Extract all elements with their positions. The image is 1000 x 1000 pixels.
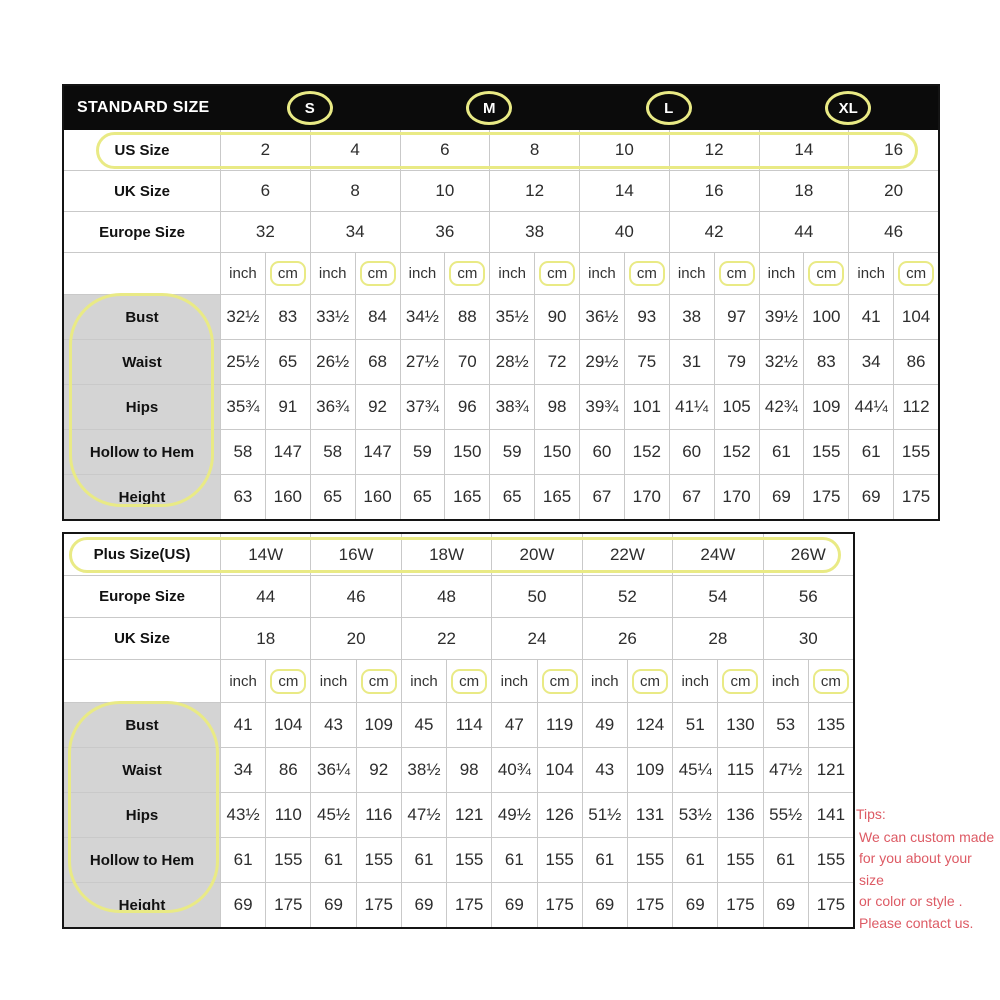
measurement-value: 43 bbox=[310, 703, 355, 747]
measurement-value: 47½ bbox=[763, 748, 808, 792]
size-row bbox=[64, 170, 938, 211]
measurement-value: 155 bbox=[356, 838, 401, 882]
annotation-cm-box: cm bbox=[813, 669, 849, 694]
unit-inch-label: inch bbox=[579, 253, 624, 294]
size-value: 20W bbox=[491, 534, 581, 575]
measurement-value: 60 bbox=[579, 430, 624, 474]
measurement-value: 60 bbox=[669, 430, 714, 474]
annotation-cm-box: cm bbox=[451, 669, 487, 694]
measurement-value: 170 bbox=[714, 475, 759, 519]
measurement-value: 83 bbox=[803, 340, 848, 384]
measurement-value: 69 bbox=[759, 475, 804, 519]
measurement-value: 130 bbox=[717, 703, 762, 747]
size-value: 28 bbox=[672, 618, 762, 659]
measurement-value: 39½ bbox=[759, 295, 804, 339]
measurement-row bbox=[64, 702, 853, 747]
measurement-value: 175 bbox=[803, 475, 848, 519]
measurement-value: 40¾ bbox=[491, 748, 536, 792]
standard-table-rows bbox=[64, 130, 938, 519]
unit-inch-label: inch bbox=[220, 660, 265, 702]
measurement-value: 63 bbox=[220, 475, 265, 519]
size-value: 46 bbox=[310, 576, 400, 617]
unit-cm-cell bbox=[717, 660, 762, 702]
measurement-value: 55½ bbox=[763, 793, 808, 837]
measurement-value: 44¼ bbox=[848, 385, 893, 429]
measurement-value: 112 bbox=[893, 385, 938, 429]
measurement-value: 155 bbox=[717, 838, 762, 882]
measurement-value: 45 bbox=[401, 703, 446, 747]
size-value: 38 bbox=[489, 212, 579, 252]
size-value: 44 bbox=[220, 576, 310, 617]
measurement-value: 59 bbox=[400, 430, 445, 474]
annotation-cm-box: cm bbox=[629, 261, 665, 286]
measurement-value: 69 bbox=[491, 883, 536, 927]
measurement-value: 83 bbox=[265, 295, 310, 339]
measurement-row bbox=[64, 792, 853, 837]
size-value: 52 bbox=[582, 576, 672, 617]
measurement-value: 175 bbox=[717, 883, 762, 927]
size-row-label: Plus Size(US) bbox=[93, 546, 191, 563]
measurement-value: 152 bbox=[714, 430, 759, 474]
size-group-letters bbox=[220, 86, 938, 130]
measurement-value: 34 bbox=[848, 340, 893, 384]
measurement-value: 58 bbox=[220, 430, 265, 474]
unit-inch-label: inch bbox=[220, 253, 265, 294]
unit-cm-cell bbox=[265, 660, 310, 702]
tips-title: Tips: bbox=[856, 806, 886, 822]
size-value: 10 bbox=[400, 171, 490, 211]
measurement-value: 119 bbox=[537, 703, 582, 747]
unit-cm-cell bbox=[444, 253, 489, 294]
size-value: 16 bbox=[848, 130, 938, 170]
measurement-value: 135 bbox=[808, 703, 853, 747]
unit-inch-label: inch bbox=[310, 253, 355, 294]
measurement-value: 104 bbox=[537, 748, 582, 792]
unit-cm-cell bbox=[356, 660, 401, 702]
measurement-value: 61 bbox=[310, 838, 355, 882]
measurement-label: Waist bbox=[64, 748, 220, 792]
unit-inch-label: inch bbox=[763, 660, 808, 702]
measurement-value: 131 bbox=[627, 793, 672, 837]
size-value: 40 bbox=[579, 212, 669, 252]
measurement-value: 49½ bbox=[491, 793, 536, 837]
tips-note bbox=[856, 804, 1000, 934]
measurement-value: 136 bbox=[717, 793, 762, 837]
measurement-value: 53 bbox=[763, 703, 808, 747]
size-value: 18W bbox=[401, 534, 491, 575]
size-row bbox=[64, 617, 853, 659]
size-group-slot bbox=[759, 86, 939, 130]
measurement-label: Bust bbox=[64, 703, 220, 747]
measurement-value: 155 bbox=[265, 838, 310, 882]
tips-line: or color or style . bbox=[859, 893, 963, 909]
measurement-value: 31 bbox=[669, 340, 714, 384]
measurement-value: 68 bbox=[355, 340, 400, 384]
unit-inch-label: inch bbox=[401, 660, 446, 702]
measurement-value: 155 bbox=[446, 838, 491, 882]
size-group-slot bbox=[579, 86, 759, 130]
measurement-value: 92 bbox=[355, 385, 400, 429]
annotation-cm-box: cm bbox=[542, 669, 578, 694]
annotation-cm-box: cm bbox=[722, 669, 758, 694]
measurement-label: Hollow to Hem bbox=[64, 838, 220, 882]
size-value: 24W bbox=[672, 534, 762, 575]
size-value: 30 bbox=[763, 618, 853, 659]
measurement-value: 116 bbox=[356, 793, 401, 837]
measurement-value: 109 bbox=[356, 703, 401, 747]
measurement-label: Bust bbox=[64, 295, 220, 339]
measurement-value: 49 bbox=[582, 703, 627, 747]
size-value: 32 bbox=[220, 212, 310, 252]
size-value: 22 bbox=[401, 618, 491, 659]
size-value: 26 bbox=[582, 618, 672, 659]
measurement-value: 41 bbox=[848, 295, 893, 339]
measurement-value: 104 bbox=[265, 703, 310, 747]
unit-inch-label: inch bbox=[489, 253, 534, 294]
measurement-value: 26½ bbox=[310, 340, 355, 384]
tips-lines bbox=[856, 827, 1000, 935]
measurement-value: 69 bbox=[763, 883, 808, 927]
size-value: 18 bbox=[759, 171, 849, 211]
measurement-value: 101 bbox=[624, 385, 669, 429]
measurement-value: 27½ bbox=[400, 340, 445, 384]
measurement-value: 69 bbox=[310, 883, 355, 927]
standard-table-header-bar bbox=[64, 86, 938, 130]
measurement-value: 175 bbox=[808, 883, 853, 927]
measurement-value: 152 bbox=[624, 430, 669, 474]
measurement-value: 35½ bbox=[489, 295, 534, 339]
unit-row bbox=[64, 659, 853, 702]
annotation-cm-box: cm bbox=[898, 261, 934, 286]
measurement-label: Hollow to Hem bbox=[64, 430, 220, 474]
unit-cm-cell bbox=[803, 253, 848, 294]
measurement-value: 69 bbox=[848, 475, 893, 519]
size-value: 26W bbox=[763, 534, 853, 575]
unit-inch-label: inch bbox=[672, 660, 717, 702]
measurement-value: 88 bbox=[444, 295, 489, 339]
annotation-cm-box: cm bbox=[449, 261, 485, 286]
measurement-value: 33½ bbox=[310, 295, 355, 339]
measurement-value: 114 bbox=[446, 703, 491, 747]
measurement-value: 61 bbox=[763, 838, 808, 882]
measurement-value: 45½ bbox=[310, 793, 355, 837]
size-value: 8 bbox=[489, 130, 579, 170]
tips-line: for you about your size bbox=[859, 850, 972, 888]
unit-inch-label: inch bbox=[669, 253, 714, 294]
measurement-value: 36¾ bbox=[310, 385, 355, 429]
measurement-value: 61 bbox=[401, 838, 446, 882]
measurement-value: 105 bbox=[714, 385, 759, 429]
measurement-value: 90 bbox=[534, 295, 579, 339]
size-value: 46 bbox=[848, 212, 938, 252]
measurement-value: 53½ bbox=[672, 793, 717, 837]
size-value: 12 bbox=[669, 130, 759, 170]
measurement-value: 70 bbox=[444, 340, 489, 384]
measurement-label: Hips bbox=[64, 385, 220, 429]
measurement-value: 98 bbox=[534, 385, 579, 429]
measurement-value: 43 bbox=[582, 748, 627, 792]
size-value: 6 bbox=[220, 171, 310, 211]
measurement-label: Hips bbox=[64, 793, 220, 837]
size-value: 16W bbox=[310, 534, 400, 575]
measurement-value: 65 bbox=[310, 475, 355, 519]
measurement-value: 65 bbox=[400, 475, 445, 519]
measurement-value: 69 bbox=[401, 883, 446, 927]
measurement-value: 61 bbox=[759, 430, 804, 474]
unit-inch-label: inch bbox=[310, 660, 355, 702]
size-value: 34 bbox=[310, 212, 400, 252]
measurement-value: 38 bbox=[669, 295, 714, 339]
size-row bbox=[64, 130, 938, 170]
measurement-value: 109 bbox=[627, 748, 672, 792]
measurement-value: 160 bbox=[265, 475, 310, 519]
size-value: 54 bbox=[672, 576, 762, 617]
size-value: 24 bbox=[491, 618, 581, 659]
measurement-value: 47 bbox=[491, 703, 536, 747]
unit-row bbox=[64, 252, 938, 294]
measurement-value: 84 bbox=[355, 295, 400, 339]
size-value: 22W bbox=[582, 534, 672, 575]
measurement-value: 121 bbox=[446, 793, 491, 837]
measurement-value: 41¼ bbox=[669, 385, 714, 429]
size-value: 8 bbox=[310, 171, 400, 211]
measurement-value: 115 bbox=[717, 748, 762, 792]
measurement-row bbox=[64, 474, 938, 519]
unit-cm-cell bbox=[624, 253, 669, 294]
size-value: 14 bbox=[759, 130, 849, 170]
measurement-value: 155 bbox=[537, 838, 582, 882]
measurement-row bbox=[64, 837, 853, 882]
annotation-cm-box: cm bbox=[539, 261, 575, 286]
annotation-cm-box: cm bbox=[270, 669, 306, 694]
measurement-value: 170 bbox=[624, 475, 669, 519]
measurement-value: 100 bbox=[803, 295, 848, 339]
unit-cm-cell bbox=[893, 253, 938, 294]
measurement-value: 72 bbox=[534, 340, 579, 384]
measurement-value: 97 bbox=[714, 295, 759, 339]
annotation-cm-box: cm bbox=[632, 669, 668, 694]
measurement-value: 36¼ bbox=[310, 748, 355, 792]
measurement-row bbox=[64, 294, 938, 339]
empty-label-cell bbox=[64, 253, 220, 294]
measurement-value: 69 bbox=[582, 883, 627, 927]
measurement-row bbox=[64, 339, 938, 384]
measurement-value: 32½ bbox=[220, 295, 265, 339]
measurement-value: 124 bbox=[627, 703, 672, 747]
size-value: 42 bbox=[669, 212, 759, 252]
annotation-cm-box: cm bbox=[808, 261, 844, 286]
size-row-label: Europe Size bbox=[99, 588, 185, 605]
measurement-value: 92 bbox=[356, 748, 401, 792]
measurement-value: 86 bbox=[893, 340, 938, 384]
measurement-value: 43½ bbox=[220, 793, 265, 837]
measurement-value: 45¼ bbox=[672, 748, 717, 792]
measurement-value: 96 bbox=[444, 385, 489, 429]
size-row-label: Europe Size bbox=[99, 223, 185, 241]
measurement-value: 42¾ bbox=[759, 385, 804, 429]
measurement-value: 36½ bbox=[579, 295, 624, 339]
measurement-value: 61 bbox=[582, 838, 627, 882]
measurement-value: 39¾ bbox=[579, 385, 624, 429]
measurement-value: 67 bbox=[669, 475, 714, 519]
measurement-value: 91 bbox=[265, 385, 310, 429]
measurement-value: 93 bbox=[624, 295, 669, 339]
size-row-label: UK Size bbox=[114, 630, 170, 647]
measurement-row bbox=[64, 747, 853, 792]
measurement-value: 59 bbox=[489, 430, 534, 474]
size-value: 14W bbox=[220, 534, 310, 575]
size-value: 16 bbox=[669, 171, 759, 211]
size-group-slot bbox=[220, 86, 400, 130]
measurement-value: 69 bbox=[672, 883, 717, 927]
measurement-value: 121 bbox=[808, 748, 853, 792]
size-value: 18 bbox=[220, 618, 310, 659]
measurement-value: 98 bbox=[446, 748, 491, 792]
size-value: 20 bbox=[848, 171, 938, 211]
measurement-value: 28½ bbox=[489, 340, 534, 384]
standard-size-table bbox=[62, 84, 940, 521]
unit-inch-label: inch bbox=[759, 253, 804, 294]
unit-cm-cell bbox=[355, 253, 400, 294]
measurement-value: 110 bbox=[265, 793, 310, 837]
measurement-value: 25½ bbox=[220, 340, 265, 384]
measurement-value: 32½ bbox=[759, 340, 804, 384]
size-group-letter-m: M bbox=[466, 91, 512, 125]
unit-cm-cell bbox=[714, 253, 759, 294]
annotation-cm-box: cm bbox=[270, 261, 306, 286]
unit-inch-label: inch bbox=[848, 253, 893, 294]
size-value: 14 bbox=[579, 171, 669, 211]
measurement-value: 147 bbox=[265, 430, 310, 474]
measurement-value: 155 bbox=[808, 838, 853, 882]
unit-cm-cell bbox=[627, 660, 672, 702]
measurement-value: 175 bbox=[265, 883, 310, 927]
measurement-value: 175 bbox=[893, 475, 938, 519]
plus-size-table bbox=[62, 532, 855, 929]
measurement-value: 69 bbox=[220, 883, 265, 927]
measurement-label: Height bbox=[64, 475, 220, 519]
measurement-value: 38½ bbox=[401, 748, 446, 792]
size-value: 36 bbox=[400, 212, 490, 252]
tips-line: We can custom made bbox=[859, 828, 995, 845]
measurement-value: 79 bbox=[714, 340, 759, 384]
unit-cm-cell bbox=[534, 253, 579, 294]
unit-inch-label: inch bbox=[491, 660, 536, 702]
measurement-value: 75 bbox=[624, 340, 669, 384]
size-row bbox=[64, 575, 853, 617]
size-row-label: US Size bbox=[114, 141, 170, 159]
size-group-slot bbox=[400, 86, 580, 130]
measurement-value: 126 bbox=[537, 793, 582, 837]
measurement-value: 165 bbox=[534, 475, 579, 519]
measurement-value: 175 bbox=[446, 883, 491, 927]
measurement-value: 65 bbox=[489, 475, 534, 519]
measurement-value: 38¾ bbox=[489, 385, 534, 429]
size-row bbox=[64, 534, 853, 575]
measurement-value: 155 bbox=[803, 430, 848, 474]
measurement-value: 35¾ bbox=[220, 385, 265, 429]
measurement-row bbox=[64, 882, 853, 927]
size-value: 20 bbox=[310, 618, 400, 659]
size-value: 50 bbox=[491, 576, 581, 617]
measurement-value: 51½ bbox=[582, 793, 627, 837]
size-value: 6 bbox=[400, 130, 490, 170]
measurement-value: 58 bbox=[310, 430, 355, 474]
measurement-label: Height bbox=[64, 883, 220, 927]
measurement-value: 29½ bbox=[579, 340, 624, 384]
unit-inch-label: inch bbox=[582, 660, 627, 702]
size-value: 44 bbox=[759, 212, 849, 252]
measurement-value: 41 bbox=[220, 703, 265, 747]
measurement-value: 61 bbox=[220, 838, 265, 882]
measurement-value: 51 bbox=[672, 703, 717, 747]
measurement-row bbox=[64, 429, 938, 474]
size-value: 10 bbox=[579, 130, 669, 170]
measurement-value: 147 bbox=[355, 430, 400, 474]
measurement-value: 155 bbox=[893, 430, 938, 474]
standard-size-title: STANDARD SIZE bbox=[77, 99, 210, 116]
measurement-value: 175 bbox=[537, 883, 582, 927]
unit-cm-cell bbox=[537, 660, 582, 702]
measurement-value: 150 bbox=[444, 430, 489, 474]
size-group-letter-xl: XL bbox=[825, 91, 871, 125]
measurement-value: 61 bbox=[848, 430, 893, 474]
measurement-value: 104 bbox=[893, 295, 938, 339]
unit-cm-cell bbox=[808, 660, 853, 702]
size-value: 56 bbox=[763, 576, 853, 617]
measurement-row bbox=[64, 384, 938, 429]
size-row-label: UK Size bbox=[114, 182, 170, 200]
annotation-cm-box: cm bbox=[360, 261, 396, 286]
measurement-value: 155 bbox=[627, 838, 672, 882]
measurement-value: 37¾ bbox=[400, 385, 445, 429]
size-value: 4 bbox=[310, 130, 400, 170]
measurement-value: 61 bbox=[672, 838, 717, 882]
measurement-value: 150 bbox=[534, 430, 579, 474]
size-value: 2 bbox=[220, 130, 310, 170]
measurement-value: 34 bbox=[220, 748, 265, 792]
size-value: 12 bbox=[489, 171, 579, 211]
measurement-value: 165 bbox=[444, 475, 489, 519]
measurement-value: 47½ bbox=[401, 793, 446, 837]
unit-inch-label: inch bbox=[400, 253, 445, 294]
size-row bbox=[64, 211, 938, 252]
measurement-value: 109 bbox=[803, 385, 848, 429]
measurement-value: 65 bbox=[265, 340, 310, 384]
measurement-value: 67 bbox=[579, 475, 624, 519]
unit-cm-cell bbox=[265, 253, 310, 294]
measurement-value: 175 bbox=[627, 883, 672, 927]
measurement-value: 34½ bbox=[400, 295, 445, 339]
measurement-value: 160 bbox=[355, 475, 400, 519]
annotation-cm-box: cm bbox=[361, 669, 397, 694]
tips-line: Please contact us. bbox=[859, 914, 974, 931]
plus-table-rows bbox=[64, 534, 853, 927]
size-value: 48 bbox=[401, 576, 491, 617]
measurement-value: 86 bbox=[265, 748, 310, 792]
measurement-value: 61 bbox=[491, 838, 536, 882]
empty-label-cell bbox=[64, 660, 220, 702]
unit-cm-cell bbox=[446, 660, 491, 702]
size-group-letter-l: L bbox=[646, 91, 692, 125]
annotation-cm-box: cm bbox=[719, 261, 755, 286]
size-group-letter-s: S bbox=[287, 91, 333, 125]
measurement-value: 175 bbox=[356, 883, 401, 927]
measurement-label: Waist bbox=[64, 340, 220, 384]
measurement-value: 141 bbox=[808, 793, 853, 837]
